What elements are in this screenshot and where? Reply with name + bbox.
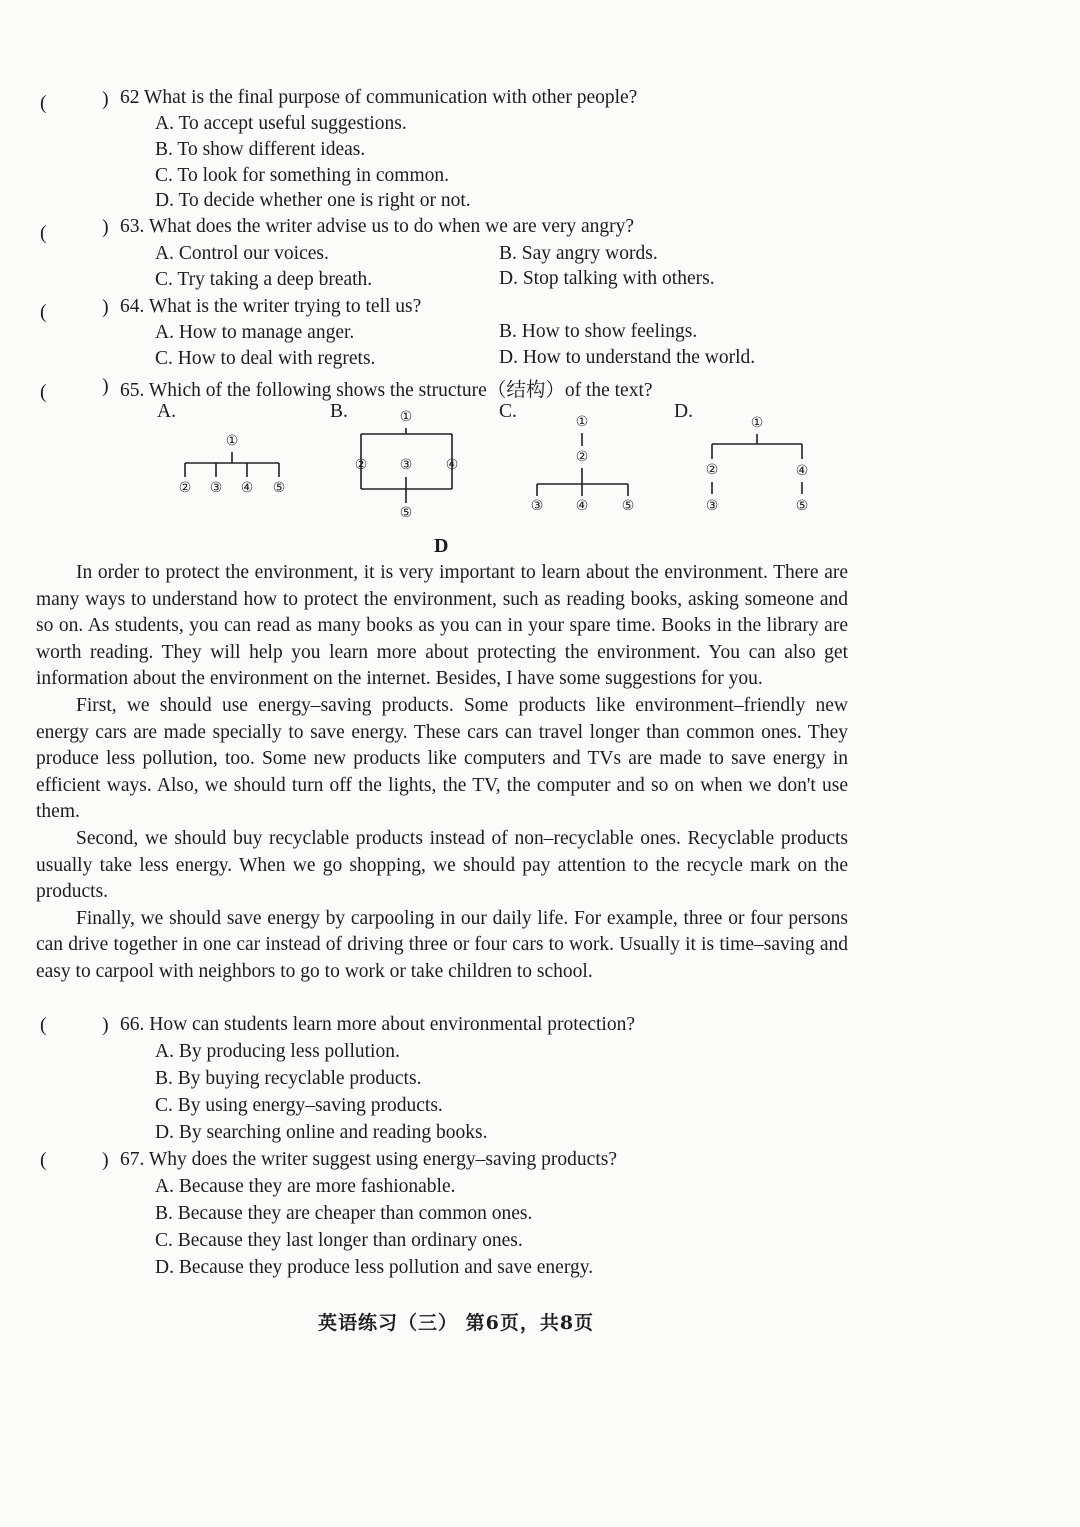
answer-paren-close: ) xyxy=(102,88,109,110)
answer-paren-open[interactable]: ( xyxy=(40,1149,47,1171)
node-3: ③ xyxy=(209,480,223,496)
node-3: ③ xyxy=(705,498,719,514)
structure-diagram-c xyxy=(520,408,650,523)
option-d: D. By searching online and reading books. xyxy=(155,1122,488,1143)
option-c-label: C. xyxy=(499,401,517,422)
option-c: C. By using energy–saving products. xyxy=(155,1095,443,1116)
option-c: C. Because they last longer than ordinary ones. xyxy=(155,1230,523,1251)
node-5: ⑤ xyxy=(272,480,286,496)
node-4: ④ xyxy=(240,480,254,496)
option-a-label: A. xyxy=(157,401,176,422)
passage-paragraph: Second, we should buy recyclable products instead of non–recyclable ones. Recyclable products usually take less energy. When we go shopping, we should pay attention to the recycle mark on the products. xyxy=(36,827,848,903)
option-b-label: B. xyxy=(330,401,348,422)
option-b: B. How to show feelings. xyxy=(499,321,698,342)
option-a: A. By producing less pollution. xyxy=(155,1041,400,1062)
answer-paren-close: ) xyxy=(102,375,109,397)
node-5: ⑤ xyxy=(399,505,413,521)
node-2: ② xyxy=(178,480,192,496)
node-3: ③ xyxy=(530,498,544,514)
answer-paren-open[interactable]: ( xyxy=(40,1014,47,1036)
node-4: ④ xyxy=(445,457,459,473)
node-4: ④ xyxy=(795,463,809,479)
option-c: C. To look for something in common. xyxy=(155,165,450,186)
page-footer: 英语练习（三） 第6页，共8页 xyxy=(318,1312,595,1334)
question-stem: 66. How can students learn more about environmental protection? xyxy=(120,1014,635,1035)
option-a: A. Because they are more fashionable. xyxy=(155,1176,456,1197)
option-d-label: D. xyxy=(674,401,693,422)
node-2: ② xyxy=(354,457,368,473)
node-1: ① xyxy=(750,415,764,431)
node-2: ② xyxy=(575,449,589,465)
node-5: ⑤ xyxy=(795,498,809,514)
option-d: D. How to understand the world. xyxy=(499,347,756,368)
question-stem: 65. Which of the following shows the structure（结构）of the text? xyxy=(120,380,653,401)
option-b: B. Say angry words. xyxy=(499,243,658,264)
option-b: B. To show different ideas. xyxy=(155,139,366,160)
answer-paren-close: ) xyxy=(102,1014,109,1036)
structure-diagram-b xyxy=(345,403,470,528)
answer-paren-close: ) xyxy=(102,296,109,318)
node-1: ① xyxy=(225,433,239,449)
answer-paren-open[interactable]: ( xyxy=(40,222,47,244)
option-d: D. Because they produce less pollution and save energy. xyxy=(155,1257,594,1278)
option-a: A. How to manage anger. xyxy=(155,322,355,343)
node-4: ④ xyxy=(575,498,589,514)
question-stem: 62 What is the final purpose of communication with other people? xyxy=(120,87,638,108)
node-2: ② xyxy=(705,462,719,478)
structure-diagram-d xyxy=(695,410,825,525)
reading-passage-d xyxy=(36,560,848,986)
option-d: D. Stop talking with others. xyxy=(499,268,715,289)
option-c: C. Try taking a deep breath. xyxy=(155,269,373,290)
option-b: B. Because they are cheaper than common ones. xyxy=(155,1203,533,1224)
structure-diagram-a xyxy=(168,425,298,510)
question-stem: 67. Why does the writer suggest using energy–saving products? xyxy=(120,1149,617,1170)
answer-paren-close: ) xyxy=(102,1149,109,1171)
passage-paragraph: In order to protect the environment, it is very important to learn about the environment. There are many ways to understand how to protect the environment, such as reading books, asking someone and so on. As students, you can read as many books as you can in your spare time. Books in the library are worth reading. They will help you learn more about protecting the environment. You can also get information about the environment on the internet. Besides, I have some suggestions for you. xyxy=(36,562,848,690)
answer-paren-open[interactable]: ( xyxy=(40,381,47,403)
option-c: C. How to deal with regrets. xyxy=(155,348,376,369)
node-1: ① xyxy=(575,414,589,430)
answer-paren-open[interactable]: ( xyxy=(40,92,47,114)
passage-paragraph: First, we should use energy–saving products. Some products like environment–friendly new energy cars are made specially to save energy. These cars can travel longer than common ones. They produce less pollution, too. Some new products like computers and TVs are made to save energy in efficient ways. Also, we should turn off the lights, the TV, the computer and so on when we don't use them. xyxy=(36,694,848,823)
option-b: B. By buying recyclable products. xyxy=(155,1068,422,1089)
answer-paren-close: ) xyxy=(102,216,109,238)
answer-paren-open[interactable]: ( xyxy=(40,301,47,323)
question-stem: 64. What is the writer trying to tell us? xyxy=(120,296,422,317)
node-1: ① xyxy=(399,409,413,425)
node-3: ③ xyxy=(399,457,413,473)
option-a: A. Control our voices. xyxy=(155,243,329,264)
option-d: D. To decide whether one is right or not. xyxy=(155,190,471,211)
section-d-title: D xyxy=(434,535,449,557)
option-a: A. To accept useful suggestions. xyxy=(155,113,407,134)
question-stem: 63. What does the writer advise us to do when we are very angry? xyxy=(120,216,635,237)
node-5: ⑤ xyxy=(621,498,635,514)
passage-paragraph: Finally, we should save energy by carpooling in our daily life. For example, three or four persons can drive together in one car instead of driving three or four cars to work. Usually it is time–saving and easy to carpool with neighbors to go to work or take children to school. xyxy=(36,907,848,982)
